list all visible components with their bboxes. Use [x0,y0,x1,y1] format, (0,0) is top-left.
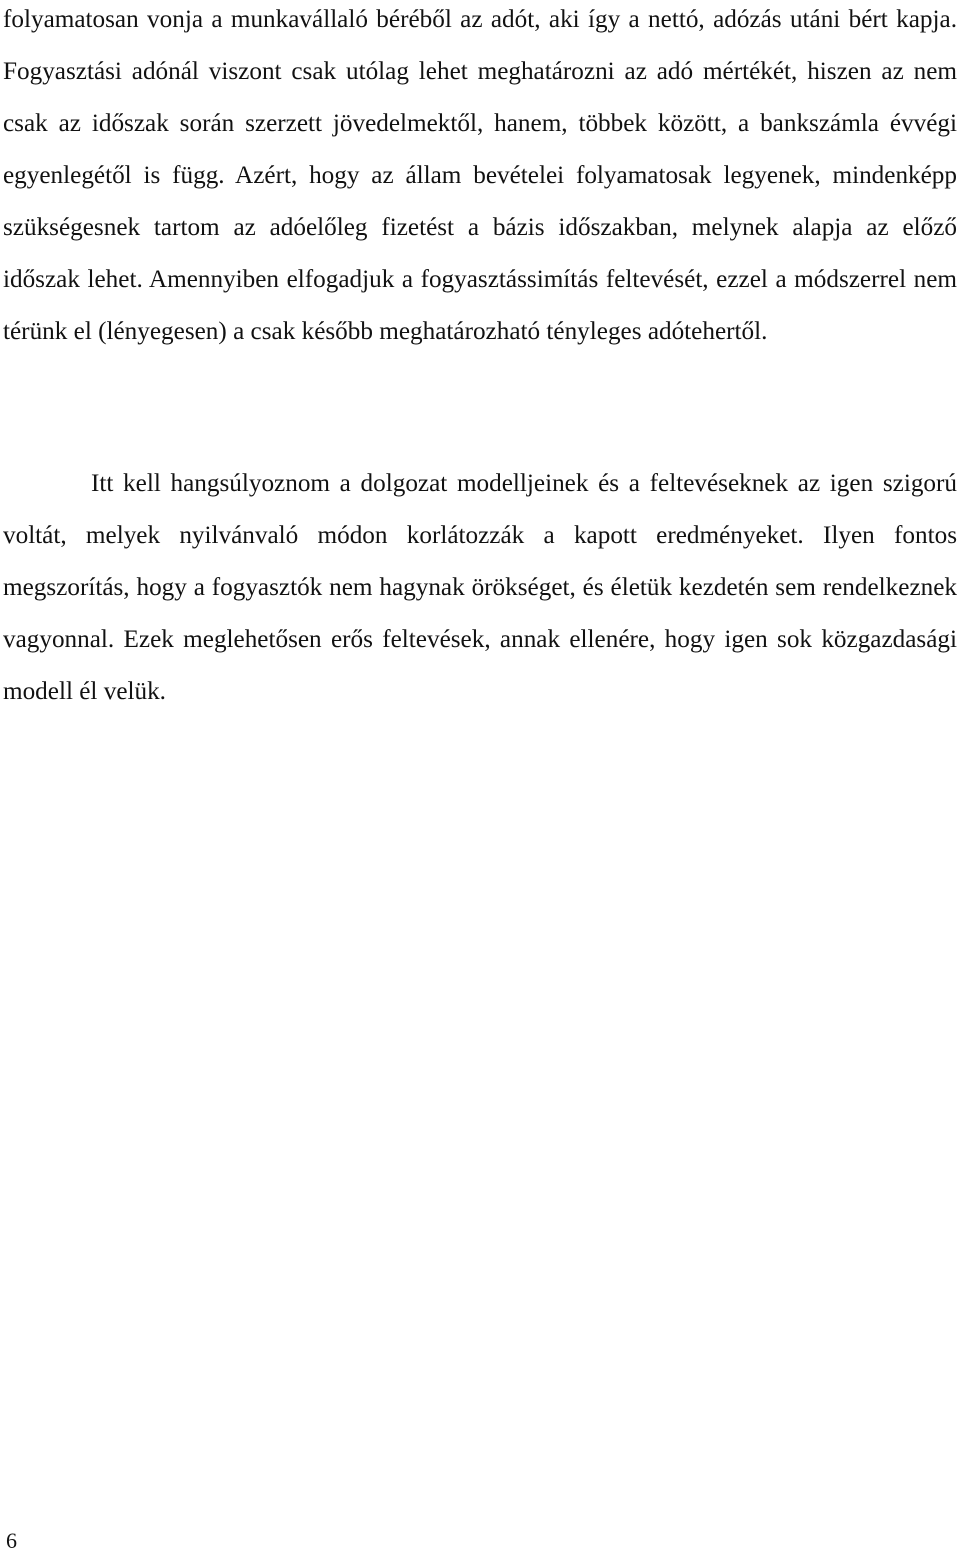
document-page [3,0,957,1558]
page-number: 6 [6,1528,17,1553]
paragraph-indented: Itt kell hangsúlyoznom a dolgozat modelljeinek és a feltevéseknek az igen szigorú voltát, melyek nyilvánvaló módon korlátozzák a kapott eredményeket. Ilyen fontos megszorítás, hogy a fogyasztók nem hagynak örökséget, és életük kezdetén sem rendelkeznek vagyonnal. Ezek meglehetősen erős feltevések, annak ellenére, hogy igen sok közgazdasági modell él velük. [3,470,957,705]
paragraph-continuation: folyamatosan vonja a munkavállaló béréből az adót, aki így a nettó, adózás utáni bért kapja. Fogyasztási adónál viszont csak utólag lehet meghatározni az adó mértékét, hiszen az nem csak az időszak során szerzett jövedelmektől, hanem, többek között, a bankszámla évvégi egyenlegétől is függ. Azért, hogy az állam bevételei folyamatosak legyenek, mindenképp szükségesnek tartom az adóelőleg fizetést a bázis időszakban, melynek alapja az előző időszak lehet. Amennyiben elfogadjuk a fogyasztássimítás feltevését, ezzel a módszerrel nem térünk el (lényegesen) a csak később meghatározható tényleges adótehertől. [3,6,957,345]
